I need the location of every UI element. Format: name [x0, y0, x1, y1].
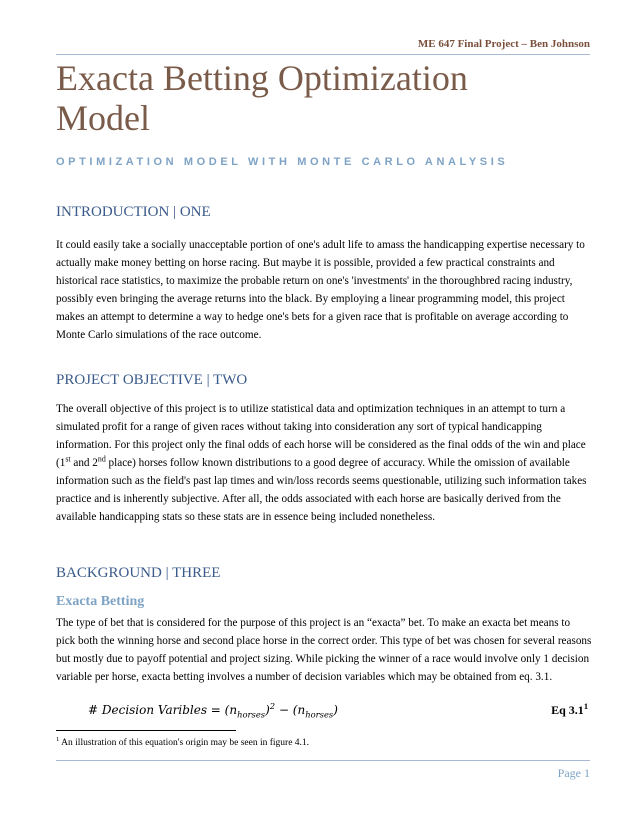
document-subtitle: OPTIMIZATION MODEL WITH MONTE CARLO ANALYSIS [56, 156, 509, 168]
equation-label: Eq $3.1^1$ [551, 702, 588, 717]
footer-rule [56, 760, 590, 761]
document-title: Exacta Betting Optimization Model [56, 58, 468, 138]
section-heading-introduction: INTRODUCTION | ONE [56, 204, 211, 220]
paragraph-introduction: It could easily take a socially unacceptable portion of one's adult life to amass the handicapping expertise necessary to actually make money betting on horse racing. But maybe it is possible, provided a few practical constraints and historical race statistics, to maximize the probable return on one's 'investments' in the thoroughbred racing industry, possibly even bringing the average returns into the black. By employing a linear programming model, this project makes an attempt to determine a way to hedge one's bets for a given race that is profitable on average according to Monte Carlo simulations of the race outcome. [56, 239, 585, 341]
page-number: Page 1 [557, 766, 590, 780]
paragraph-objective: The overall objective of this project is to utilize statistical data and optimization techniques in an attempt to turn a simulated profit for a range of given races without taking into consideration any sort of typical handicapping information. For this project only the final odds of each horse will be considered as the final odds of the win and place (1st and 2nd place) horses follow known distributions to a good degree of accuracy. While the omission of available information such as the field's past lap times and win/loss records seems questionable, utilizing such information takes practice and is inherently subjective. After all, the odds associated with each horse are basically derived from the available handicapping stats so these stats are in essence being included nonetheless. [56, 403, 587, 523]
section-heading-background: BACKGROUND | THREE [56, 565, 221, 581]
section-heading-objective: PROJECT OBJECTIVE | TWO [56, 372, 248, 388]
footnote-rule [56, 730, 236, 731]
paragraph-background: The type of bet that is considered for the purpose of this project is an “exacta” bet. To make an exacta bet means to pick both the winning horse and second place horse in the correct order. This type of bet was chosen for several reasons but mostly due to payoff potential and project sizing. While picking the winner of a race would involve only 1 decision variable per horse, exacta betting involves a number of decision variables which may be obtained from eq. 3.1. [56, 617, 592, 683]
footnote: $^1$ An illustration of this equation's origin may be seen in figure 4.1. [56, 735, 310, 748]
header-rule [56, 54, 590, 55]
equation-3-1: # Decision Varibles = $(n_{horses})^2 - (n_{horses})$ [88, 701, 338, 720]
running-header: ME 647 Final Project – Ben Johnson [417, 38, 590, 50]
subheading-exacta-betting: Exacta Betting [56, 594, 145, 609]
